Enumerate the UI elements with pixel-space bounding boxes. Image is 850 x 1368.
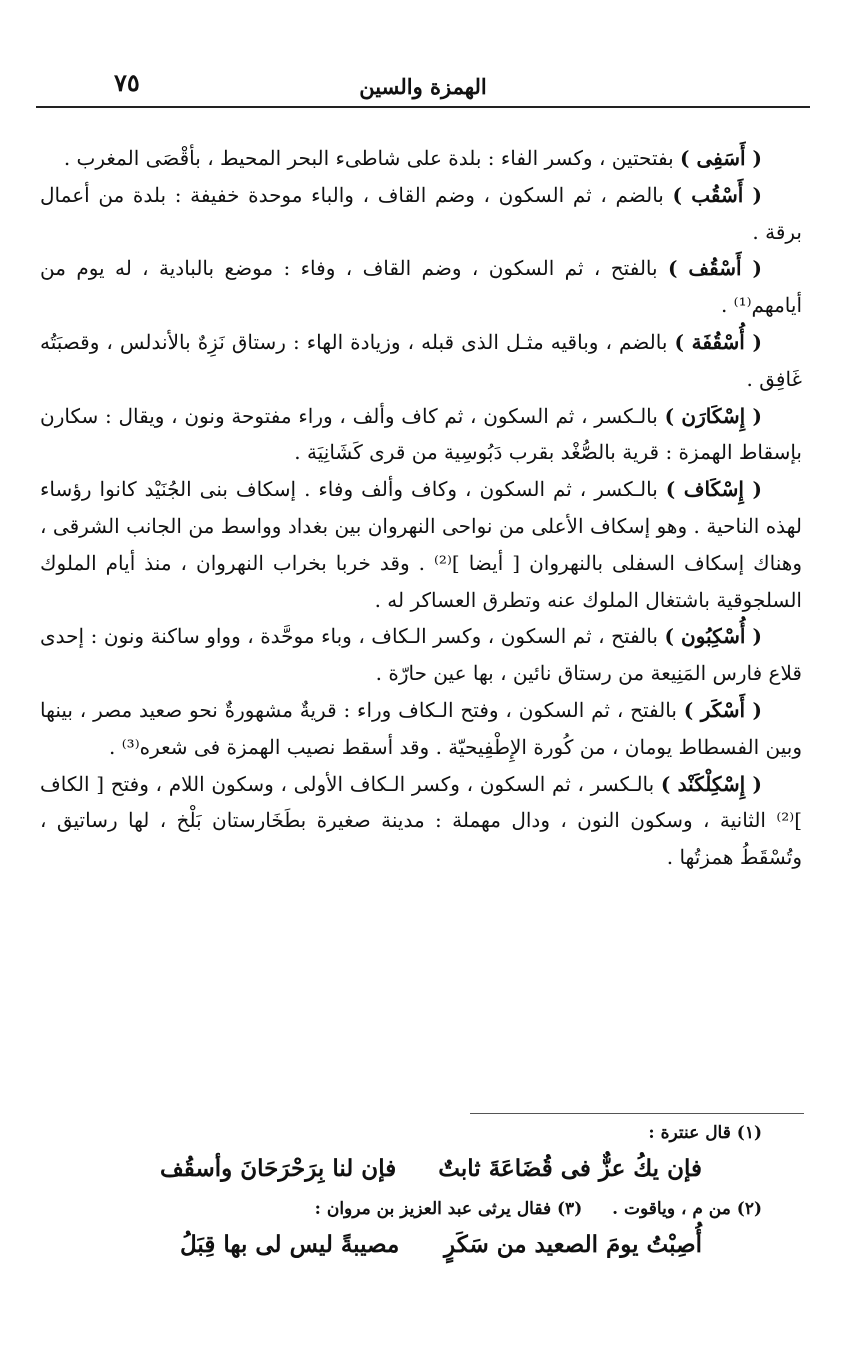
headword: ( إِسْكِلْكَنْد ): [660, 771, 762, 796]
headword: ( أَسْقُف ): [667, 256, 762, 281]
entry-asquf: [40, 250, 802, 324]
running-head: الهمزة والسين: [359, 74, 487, 99]
definition: بالفتح ، ثم السكون ، وضم القاف ، وفاء : موضع بالبادية ، له يوم من أيامهم⁽¹⁾ .: [40, 256, 802, 318]
page-number: ٧٥: [114, 68, 140, 97]
main-text: [40, 140, 802, 876]
footnotes: [40, 1118, 802, 1266]
verse-second-hemistich: فإن لنا بِرَحْرَحَانَ وأسقُف: [160, 1155, 397, 1182]
definition: بالـكسر ، ثم السكون ، ثم كاف وألف ، وراء مفتوحة ونون ، ويقال : سكارن بإسقاط الهمزة : قرية بالصُّغْد بقرب دَبُوسِية من قرى كَشَانِيَة .: [40, 403, 802, 465]
footnote-2-label: (٢) من م ، وياقوت .: [612, 1199, 762, 1219]
entry-uskibun: [40, 618, 802, 692]
entry-iskaran: [40, 398, 802, 472]
definition: بالفتح ، ثم السكون ، وكسر الـكاف ، وباء موحَّدة ، وواو ساكنة ونون : إحدى قلاع فارس المَنِيعة من رستاق نائين ، بها عين حارّة .: [40, 624, 802, 686]
headword: ( أَسَفِى ): [680, 146, 762, 170]
footnote-3-label: (٣) فقال يرثى عبد العزيز بن مروان :: [314, 1199, 583, 1219]
entry-askar: [40, 692, 802, 766]
definition: بفتحتين ، وكسر الفاء : بلدة على شاطىء البحر المحيط ، بأقْصَى المغرب .: [63, 146, 681, 170]
verse-first-hemistich: أُصِبْتُ يومَ الصعيد من سَكَرٍ: [444, 1231, 702, 1258]
footnote-separator: [470, 1113, 804, 1114]
footnote-3-verse: [40, 1224, 802, 1266]
definition: بالـكسر ، ثم السكون ، وكسر الـكاف الأولى ، وسكون اللام ، وفتح [ الكاف ]⁽²⁾ الثانية ، وسكون النون ، ودال مهملة : مدينة صغيرة بطَخَارستان بَلْخ ، لها رساتيق ، وتُسْقَطُ همزتُها .: [40, 771, 802, 870]
entry-iskaf: [40, 471, 802, 618]
definition: بالضم ، وباقيه مثـل الذى قبله ، وزيادة الهاء : رستاق نَزِهٌ بالأندلس ، وقصبَتُه غَافِق .: [40, 329, 802, 391]
footnote-1-verse: [40, 1148, 802, 1190]
entry-usqufa: [40, 324, 802, 398]
headword: ( أُسْقُفَة ): [674, 329, 762, 354]
entry-iskilkand: [40, 766, 802, 876]
verse-first-hemistich: فإن يكُ عزٌّ فى قُضَاعَةَ ثابتٌ: [438, 1155, 702, 1182]
headword: ( إِسْكَارَن ): [664, 403, 763, 428]
headword: ( أَسْكَر ): [683, 697, 762, 722]
definition: بالفتح ، ثم السكون ، وفتح الـكاف وراء : قريةٌ مشهورةٌ نحو صعيد مصر ، بينها وبين الفسطاط يومان ، من كُورة الإِطْفِيحيّة . وقد أسقط نصيب الهمزة فى شعره⁽³⁾ .: [40, 697, 802, 759]
entry-asqub: [40, 177, 802, 251]
headword: ( أُسْكِبُون ): [664, 624, 762, 649]
page-header: [36, 60, 810, 108]
headword: ( إِسْكَاف ): [665, 477, 762, 502]
definition: بالضم ، ثم السكون ، وضم القاف ، والباء موحدة خفيفة : بلدة من أعمال برقة .: [40, 182, 802, 244]
definition: بالـكسر ، ثم السكون ، وكاف وألف وفاء . إسكاف بنى الجُنَيْد كانوا رؤساء لهذه الناحية . وهو إسكاف الأعلى من نواحى النهروان بين بغداد وواسط من الجانب الشرقى ، وهناك إسكاف السفلى بالنهروان [ أيضا ]⁽²⁾ . وقد خربا بخراب النهروان ، منذ أيام الملوك السلجوقية باشتغال الملوك عنه وتطرق العساكر له .: [40, 477, 803, 612]
footnote-1-label: (١) قال عنترة :: [648, 1123, 762, 1143]
footnote-2-3-line: [40, 1194, 802, 1224]
verse-second-hemistich: مصيبةً ليس لى بها قِبَلُ: [180, 1231, 400, 1258]
entry-asafi: [40, 140, 802, 177]
headword: ( أَسْقُب ): [672, 182, 763, 207]
